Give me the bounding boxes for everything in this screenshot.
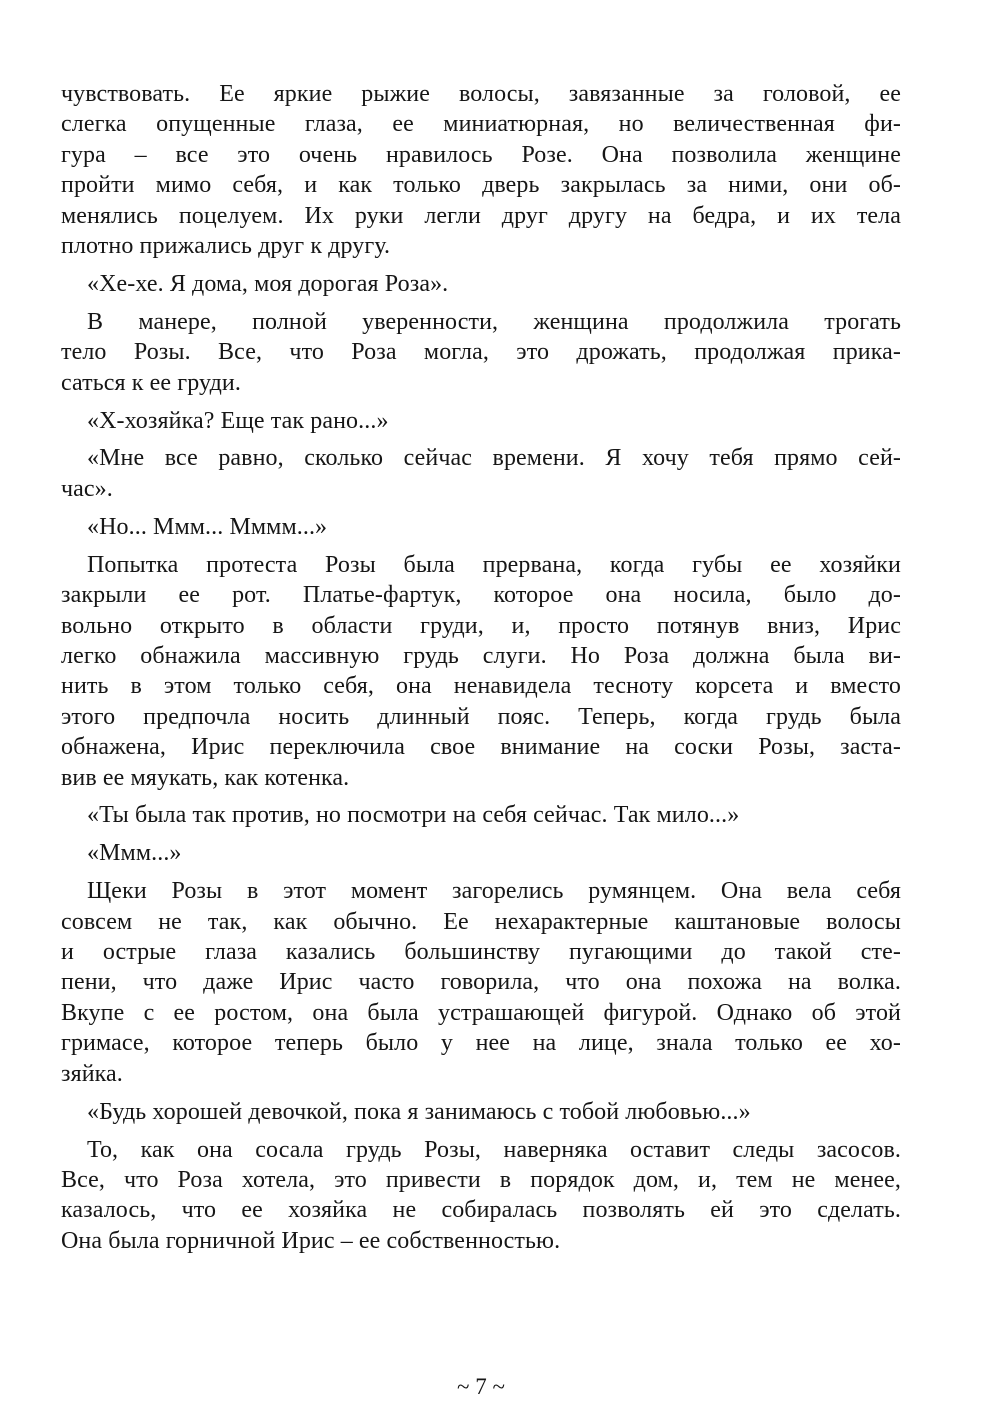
text-line: менялись поцелуем. Их руки легли друг другу на бедра, и их тела bbox=[61, 202, 901, 229]
text-block bbox=[61, 79, 901, 1256]
text-line: казалось, что ее хозяйка не собиралась позволять ей это сделать. bbox=[61, 1197, 901, 1224]
text-line: и острые глаза казались большинству пугающими до такой сте- bbox=[61, 939, 901, 966]
text-line: вольно открыто в области груди, и, просто потянув вниз, Ирис bbox=[61, 612, 901, 639]
paragraph bbox=[61, 876, 901, 1089]
paragraph bbox=[61, 1135, 901, 1257]
text-line: час». bbox=[61, 475, 113, 502]
text-line: «Ммм...» bbox=[87, 840, 182, 867]
text-line: чувствовать. Ее яркие рыжие волосы, завязанные за головой, ее bbox=[61, 81, 901, 107]
text-line: пройти мимо себя, и как только дверь закрылась за ними, они об- bbox=[61, 172, 901, 199]
text-line: Щеки Розы в этот момент загорелись румянцем. Она вела себя bbox=[87, 878, 901, 905]
text-line: Вкупе с ее ростом, она была устрашающей фигурой. Однако об этой bbox=[61, 999, 901, 1026]
text-line: «Будь хорошей девочкой, пока я занимаюсь с тобой любовью...» bbox=[87, 1098, 751, 1125]
text-line: зяйка. bbox=[61, 1060, 123, 1087]
text-line: «Мне все равно, сколько сейчас времени. Я хочу тебя прямо сей- bbox=[87, 445, 901, 472]
paragraph bbox=[61, 512, 901, 542]
text-line: Она была горничной Ирис – ее собственностью. bbox=[61, 1227, 561, 1254]
paragraph bbox=[61, 443, 901, 504]
text-line: гримасе, которое теперь было у нее на лице, знала только ее хо- bbox=[61, 1030, 901, 1057]
text-line: нить в этом только себя, она ненавидела тесноту корсета и вместо bbox=[61, 673, 901, 700]
text-line: закрыли ее рот. Платье-фартук, которое она носила, было до- bbox=[61, 582, 901, 609]
paragraph bbox=[61, 269, 901, 299]
text-line: В манере, полной уверенности, женщина продолжила трогать bbox=[87, 308, 901, 335]
text-line: Все, что Роза хотела, это привести в порядок дом, и, тем не менее, bbox=[61, 1166, 901, 1193]
text-line: «Х-хозяйка? Еще так рано...» bbox=[87, 407, 389, 434]
text-line: То, как она сосала грудь Розы, наверняка оставит следы засосов. bbox=[87, 1136, 901, 1163]
paragraph bbox=[61, 550, 901, 793]
text-line: вив ее мяукать, как котенка. bbox=[61, 764, 350, 791]
text-line: легко обнажила массивную грудь слуги. Но Роза должна была ви- bbox=[61, 642, 901, 669]
paragraph bbox=[61, 800, 901, 830]
text-line: «Хе-хе. Я дома, моя дорогая Роза». bbox=[87, 270, 449, 297]
text-line: совсем не так, как обычно. Ее нехарактерные каштановые волосы bbox=[61, 908, 901, 935]
text-line: пени, что даже Ирис часто говорила, что она похожа на волка. bbox=[61, 969, 901, 996]
page-number: ~ 7 ~ bbox=[457, 1374, 505, 1399]
text-line: этого предпочла носить длинный пояс. Теперь, когда грудь была bbox=[61, 703, 901, 730]
text-line: «Но... Ммм... Мммм...» bbox=[87, 513, 328, 540]
text-line: обнажена, Ирис переключила свое внимание на соски Розы, заста- bbox=[61, 734, 901, 761]
paragraph bbox=[61, 1097, 901, 1127]
text-line: Попытка протеста Розы была прервана, когда губы ее хозяйки bbox=[87, 551, 901, 578]
text-line: слегка опущенные глаза, ее миниатюрная, но величественная фи- bbox=[61, 111, 901, 138]
paragraph bbox=[61, 838, 901, 868]
paragraph bbox=[61, 307, 901, 398]
text-line: плотно прижались друг к другу. bbox=[61, 233, 391, 260]
text-line: тело Розы. Все, что Роза могла, это дрожать, продолжая прика- bbox=[61, 339, 901, 366]
text-line: «Ты была так против, но посмотри на себя сейчас. Так мило...» bbox=[87, 802, 740, 829]
text-line: саться к ее груди. bbox=[61, 369, 241, 396]
text-line: гура – все это очень нравилось Розе. Она позволила женщине bbox=[61, 141, 901, 168]
paragraph bbox=[61, 406, 901, 436]
paragraph bbox=[61, 79, 901, 261]
